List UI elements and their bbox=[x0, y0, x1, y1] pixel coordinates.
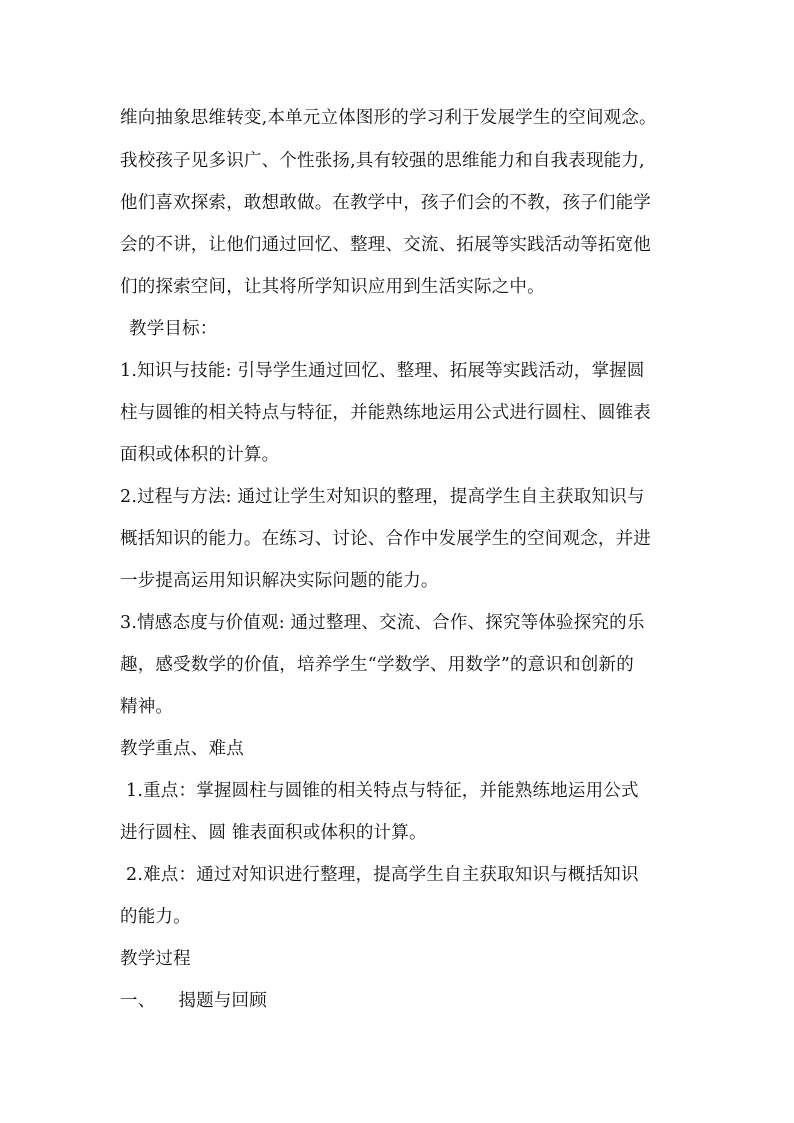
text-line: 精神。 bbox=[120, 697, 174, 717]
section-heading: 教学目标： bbox=[129, 319, 218, 339]
text-line: 会的不讲，让他们通过回忆、整理、交流、拓展等实践活动等拓宽他 bbox=[120, 235, 651, 255]
text-line: 2.难点：通过对知识进行整理，提高学生自主获取知识与概括知识 bbox=[126, 865, 639, 885]
text-line: 们的探索空间，让其将所学知识应用到生活实际之中。 bbox=[120, 277, 545, 297]
text-line: 1.重点：掌握圆柱与圆锥的相关特点与特征，并能熟练地运用公式 bbox=[126, 781, 639, 801]
text-line: 的能力。 bbox=[120, 907, 191, 927]
text-line: 趣，感受数学的价值，培养学生“学数学、用数学”的意识和创新的 bbox=[120, 655, 634, 675]
text-line: 3.情感态度与价值观: 通过整理、交流、合作、探究等体验探究的乐 bbox=[120, 613, 645, 633]
text-line: 1.知识与技能: 引导学生通过回忆、整理、拓展等实践活动，掌握圆 bbox=[120, 361, 645, 381]
text-line: 柱与圆锥的相关特点与特征，并能熟练地运用公式进行圆柱、圆锥表 bbox=[120, 403, 651, 423]
text-line: 维向抽象思维转变,本单元立体图形的学习利于发展学生的空间观念。 bbox=[120, 108, 657, 128]
section-heading: 教学重点、难点 bbox=[120, 739, 244, 759]
text-line: 面积或体积的计算。 bbox=[120, 445, 280, 465]
text-line: 他们喜欢探索，敢想敢做。在教学中，孩子们会的不教，孩子们能学 bbox=[120, 193, 651, 213]
section-heading: 一、 揭题与回顾 bbox=[120, 991, 267, 1011]
text-line: 2.过程与方法: 通过让学生对知识的整理，提高学生自主获取知识与 bbox=[120, 487, 645, 507]
section-heading: 教学过程 bbox=[120, 949, 191, 969]
text-line: 概括知识的能力。在练习、讨论、合作中发展学生的空间观念，并进 bbox=[120, 529, 651, 549]
text-line: 我校孩子见多识广、个性张扬,具有较强的思维能力和自我表现能力, bbox=[120, 151, 645, 171]
text-line: 一步提高运用知识解决实际问题的能力。 bbox=[120, 571, 439, 591]
text-line: 进行圆柱、圆 锥表面积或体积的计算。 bbox=[120, 823, 427, 843]
